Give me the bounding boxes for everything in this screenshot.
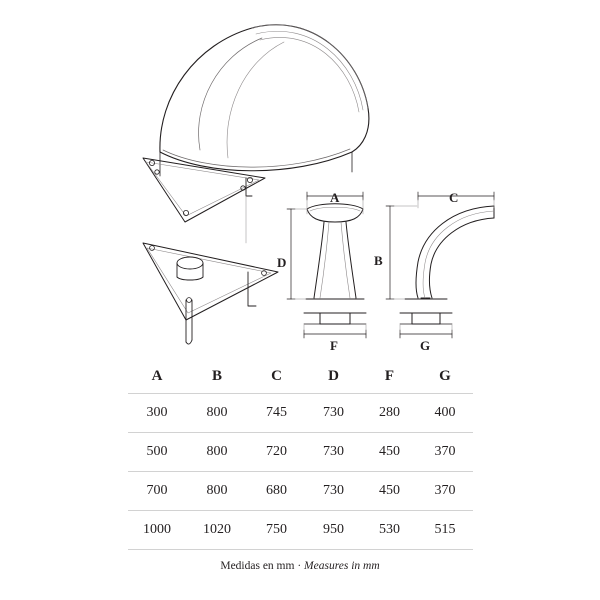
cell-d: 730 xyxy=(305,394,362,433)
column-header-d: D xyxy=(305,362,362,394)
side-elevation-view xyxy=(400,206,494,324)
canopy-isometric-shell xyxy=(160,25,369,176)
table-row xyxy=(128,433,473,472)
units-note-spanish: Medidas en mm xyxy=(220,560,295,572)
column-header-f: F xyxy=(362,362,417,394)
cell-g: 515 xyxy=(417,511,473,550)
cell-b: 1020 xyxy=(186,511,248,550)
units-note-english: Measures in mm xyxy=(304,560,380,572)
cell-d: 730 xyxy=(305,472,362,511)
cell-g: 370 xyxy=(417,433,473,472)
cell-a: 500 xyxy=(128,433,186,472)
table-row xyxy=(128,394,473,433)
table-row xyxy=(128,511,473,550)
dimension-label-b: B xyxy=(374,253,384,268)
column-header-a: A xyxy=(128,362,186,394)
lower-base-plate xyxy=(143,196,278,344)
cell-f: 450 xyxy=(362,433,417,472)
cell-d: 730 xyxy=(305,433,362,472)
table-header-row xyxy=(128,362,473,394)
column-header-c: C xyxy=(248,362,305,394)
cell-c: 745 xyxy=(248,394,305,433)
cell-a: 700 xyxy=(128,472,186,511)
cell-f: 280 xyxy=(362,394,417,433)
cell-f: 530 xyxy=(362,511,417,550)
dimension-label-a: A xyxy=(330,190,340,205)
cell-c: 720 xyxy=(248,433,305,472)
units-note xyxy=(0,560,600,572)
dimension-label-f: F xyxy=(330,338,339,353)
cell-g: 370 xyxy=(417,472,473,511)
front-elevation-view xyxy=(304,204,366,324)
cell-b: 800 xyxy=(186,394,248,433)
cell-f: 450 xyxy=(362,472,417,511)
upper-mounting-plate xyxy=(143,158,265,222)
cell-a: 300 xyxy=(128,394,186,433)
units-note-separator: · xyxy=(294,560,305,572)
dimension-label-c: C xyxy=(449,190,459,205)
table-row xyxy=(128,472,473,511)
cell-a: 1000 xyxy=(128,511,186,550)
dimension-lines xyxy=(287,192,494,338)
specification-table-wrapper xyxy=(128,362,473,550)
dimension-label-g: G xyxy=(420,338,431,353)
cell-d: 950 xyxy=(305,511,362,550)
cell-c: 680 xyxy=(248,472,305,511)
dimension-label-d: D xyxy=(277,255,287,270)
cell-g: 400 xyxy=(417,394,473,433)
column-header-g: G xyxy=(417,362,473,394)
cell-c: 750 xyxy=(248,511,305,550)
specification-table xyxy=(128,362,473,550)
cell-b: 800 xyxy=(186,472,248,511)
column-header-b: B xyxy=(186,362,248,394)
cell-b: 800 xyxy=(186,433,248,472)
